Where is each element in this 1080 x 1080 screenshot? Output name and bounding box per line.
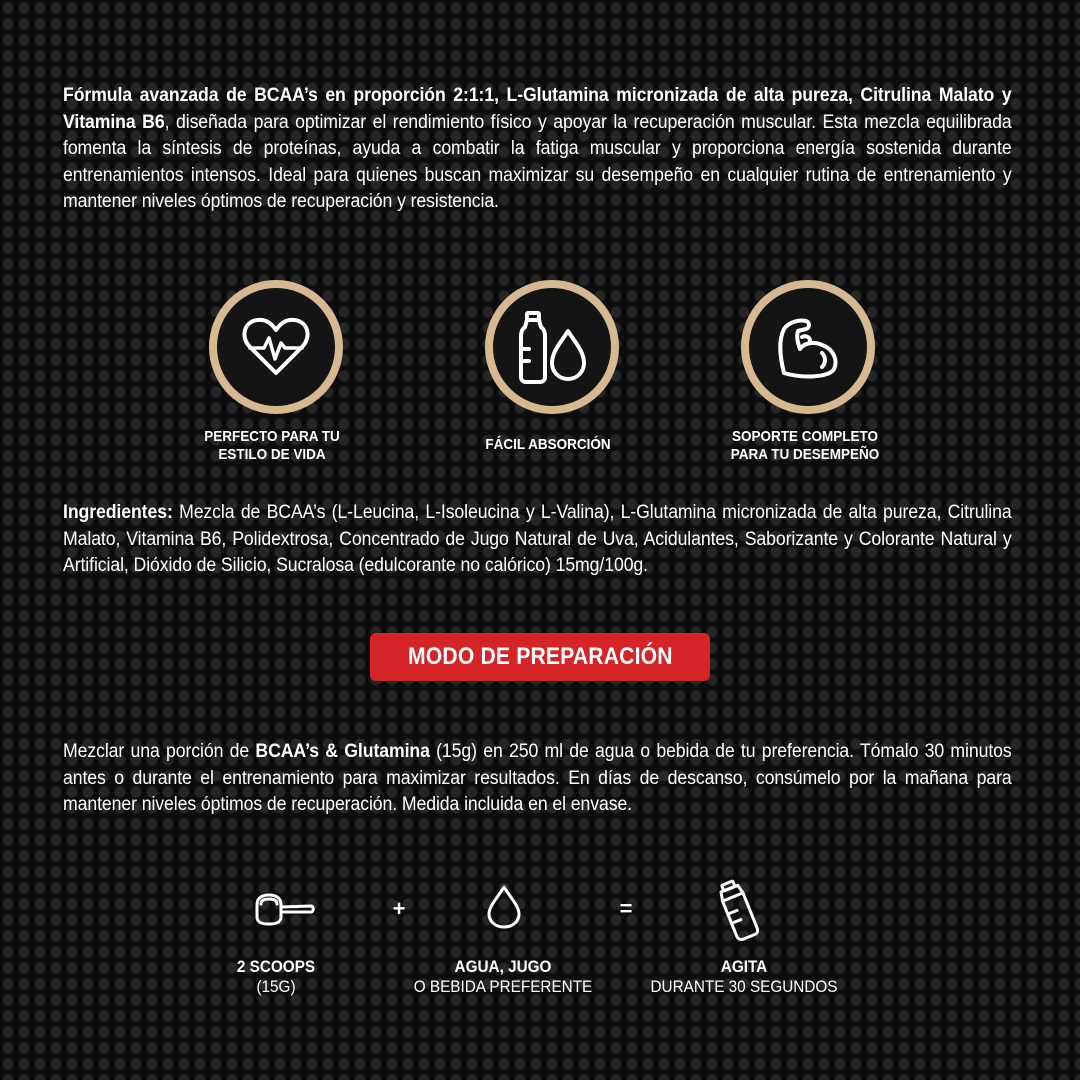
ingredients-paragraph	[63, 500, 1012, 580]
feature-label-support-line1: SOPORTE COMPLETO	[731, 428, 879, 445]
step-label-scoop-strong: 2 SCOOPS	[236, 957, 316, 976]
ingredients-text: Mezcla de BCAA’s (L-Leucina, L-Isoleucina y L-Valina), L-Glutamina micronizada de alta pureza, Citrulina Malato, Vitamina B6, Polidextrosa, Concentrado de Jugo Natural de Uva, Acidulantes, Saborizante y Colorante Natural y Artificial, Dióxido de Silicio, Sucralosa (edulcorante no calórico) 15mg/100g.	[63, 502, 1012, 576]
feature-label-lifestyle-line1: PERFECTO PARA TU	[204, 428, 340, 445]
step-label-scoop-light: (15G)	[256, 977, 296, 996]
shaker-bottle-icon	[713, 878, 763, 942]
feature-label-absorption	[431, 436, 665, 454]
preparation-text-1: Mezclar una porción de	[63, 741, 256, 762]
step-scoop	[253, 891, 317, 927]
feature-label-absorption-line1: FÁCIL ABSORCIÓN	[485, 436, 611, 453]
scoop-icon	[253, 891, 317, 927]
preparation-banner	[370, 633, 710, 681]
step-label-liquid-strong: AGUA, JUGO	[454, 957, 552, 976]
feature-label-lifestyle	[155, 428, 389, 464]
water-drop-icon	[485, 884, 523, 930]
preparation-bold: BCAA’s & Glutamina	[255, 741, 430, 762]
preparation-text-2: (15g) en 250 ml de agua o bebida de tu preferencia. Tómalo 30 minutos antes o durante el entrenamiento para maximizar resultados. En días de descanso, consúmelo por la mañana para mantener niveles óptimos de recuperación. Medida incluida en el envase.	[63, 741, 1012, 815]
step-liquid	[485, 884, 523, 930]
feature-label-support	[688, 428, 922, 464]
step-label-liquid	[386, 957, 620, 997]
ingredients-label: Ingredientes:	[63, 502, 173, 523]
flexed-arm-icon	[768, 307, 848, 387]
step-label-shake	[627, 957, 861, 997]
step-label-liquid-light: O BEBIDA PREFERENTE	[413, 977, 593, 996]
equals-operator: =	[619, 896, 633, 921]
feature-label-lifestyle-line2: ESTILO DE VIDA	[218, 446, 326, 463]
feature-badge-lifestyle	[209, 280, 343, 414]
heart-pulse-icon	[236, 307, 316, 387]
feature-badge-support	[741, 280, 875, 414]
plus-operator: +	[392, 896, 406, 921]
preparation-banner-label: MODO DE PREPARACIÓN	[407, 643, 673, 670]
preparation-paragraph	[63, 739, 1012, 819]
intro-bold-lead: Fórmula avanzada de BCAA’s en proporción 2:1:1, L-Glutamina micronizada de alta pureza, Citrulina Malato y Vitamina B6	[63, 85, 1012, 133]
step-shake	[713, 878, 763, 942]
intro-text: , diseñada para optimizar el rendimiento físico y apoyar la recuperación muscular. Esta mezcla equilibrada fomenta la síntesis de proteínas, ayuda a combatir la fatiga muscular y proporciona energía sostenida durante entrenamientos intensos. Ideal para quienes buscan maximizar su desempeño en cualquier rutina de entrenamiento y mantener niveles óptimos de recuperación y resistencia.	[63, 111, 1012, 212]
bottle-drop-icon	[512, 307, 592, 387]
step-label-shake-strong: AGITA	[720, 957, 768, 976]
step-label-scoop	[159, 957, 393, 997]
feature-badge-absorption	[485, 280, 619, 414]
step-label-shake-light: DURANTE 30 SEGUNDOS	[650, 977, 838, 996]
intro-paragraph	[63, 83, 1012, 216]
feature-label-support-line2: PARA TU DESEMPEÑO	[730, 446, 880, 463]
